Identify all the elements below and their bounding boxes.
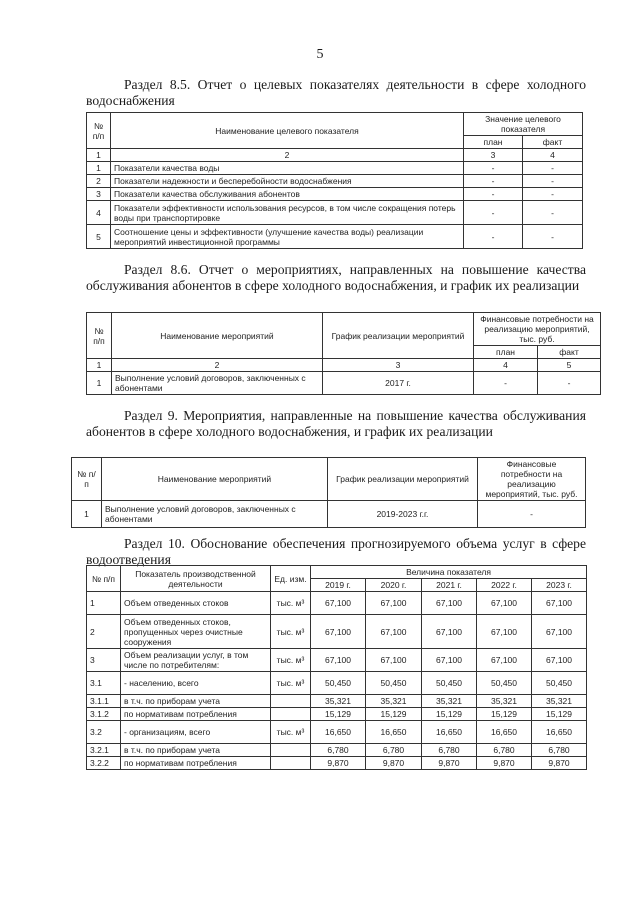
row-value: 15,129 <box>532 708 587 721</box>
row-num: 3.1.1 <box>87 695 121 708</box>
table-row <box>87 162 583 175</box>
section-8-5-heading: Раздел 8.5. Отчет о целевых показателях деятельности в сфере холодного водоснабжения <box>86 77 586 108</box>
row-name: по нормативам потребления <box>121 708 271 721</box>
row-value: 16,650 <box>366 721 422 744</box>
table-10 <box>86 565 587 770</box>
row-value: 15,129 <box>422 708 477 721</box>
t86-header-plan: план <box>474 346 538 359</box>
row-value: 67,100 <box>532 592 587 615</box>
t85-index-cell: 4 <box>523 149 583 162</box>
table-row <box>87 744 587 757</box>
section-8-6-heading: Раздел 8.6. Отчет о мероприятиях, направленных на повышение качества обслуживания абонентов в сфере холодного водоснабжения, и график их реализации <box>86 262 586 293</box>
row-value: 35,321 <box>477 695 532 708</box>
row-value: 67,100 <box>366 592 422 615</box>
row-value: 50,450 <box>477 672 532 695</box>
row-fact: - <box>523 188 583 201</box>
row-plan: - <box>474 372 538 395</box>
row-unit <box>271 744 311 757</box>
table-row <box>87 615 587 649</box>
t85-header-plan: план <box>464 136 523 149</box>
table-row <box>87 201 583 225</box>
table-row <box>72 501 586 528</box>
t10-header-unit: Ед. изм. <box>271 566 311 592</box>
t85-header-name: Наименование целевого показателя <box>111 113 464 149</box>
row-name: по нормативам потребления <box>121 757 271 770</box>
row-unit: тыс. м³ <box>271 649 311 672</box>
row-num: 3.1 <box>87 672 121 695</box>
row-unit: тыс. м³ <box>271 592 311 615</box>
row-name: Объем отведенных стоков <box>121 592 271 615</box>
table-row <box>87 592 587 615</box>
row-name: - организациям, всего <box>121 721 271 744</box>
row-schedule: 2019-2023 г.г. <box>328 501 478 528</box>
t10-year: 2023 г. <box>532 579 587 592</box>
row-value: 67,100 <box>366 615 422 649</box>
row-name: Показатели эффективности использования ресурсов, в том числе сокращения потерь воды при транспортировке <box>111 201 464 225</box>
row-name: в т.ч. по приборам учета <box>121 695 271 708</box>
row-plan: - <box>464 225 523 249</box>
row-value: 50,450 <box>422 672 477 695</box>
row-name: в т.ч. по приборам учета <box>121 744 271 757</box>
row-value: 6,780 <box>311 744 366 757</box>
row-plan: - <box>464 201 523 225</box>
table-9 <box>71 457 586 528</box>
row-unit: тыс. м³ <box>271 672 311 695</box>
t85-header-num: № п/п <box>87 113 111 149</box>
row-num: 3 <box>87 649 121 672</box>
table-row <box>87 757 587 770</box>
row-num: 4 <box>87 201 111 225</box>
row-fact: - <box>538 372 601 395</box>
page-number: 5 <box>316 47 324 62</box>
row-value: 50,450 <box>311 672 366 695</box>
table-row <box>87 708 587 721</box>
t85-header-fact: факт <box>523 136 583 149</box>
row-num: 3 <box>87 188 111 201</box>
t86-header-finance: Финансовые потребности на реализацию мероприятий, тыс. руб. <box>474 313 601 346</box>
section-10-heading: Раздел 10. Обоснование обеспечения прогнозируемого объема услуг в сфере водоотведения <box>86 536 586 567</box>
section-9-heading: Раздел 9. Мероприятия, направленные на повышение качества обслуживания абонентов в сфере холодного водоснабжения, и график их реализации <box>86 408 586 439</box>
row-value: 9,870 <box>422 757 477 770</box>
row-value: 67,100 <box>311 649 366 672</box>
t9-header-finance: Финансовые потребности на реализацию мероприятий, тыс. руб. <box>478 458 586 501</box>
row-value: 15,129 <box>311 708 366 721</box>
row-num: 2 <box>87 615 121 649</box>
row-value: 9,870 <box>366 757 422 770</box>
row-value: 15,129 <box>477 708 532 721</box>
row-value: 67,100 <box>366 649 422 672</box>
t86-index-cell: 3 <box>323 359 474 372</box>
row-name: Показатели надежности и бесперебойности водоснабжения <box>111 175 464 188</box>
row-name: Соотношение цены и эффективности (улучшение качества воды) реализации мероприятий инвестиционной программы <box>111 225 464 249</box>
t86-index-cell: 2 <box>112 359 323 372</box>
row-value: 16,650 <box>532 721 587 744</box>
row-value: 50,450 <box>366 672 422 695</box>
row-num: 1 <box>87 372 112 395</box>
table-8-6 <box>86 312 601 395</box>
t86-header-num: № п/п <box>87 313 112 359</box>
row-unit: тыс. м³ <box>271 721 311 744</box>
row-value: 67,100 <box>422 649 477 672</box>
t86-index-cell: 4 <box>474 359 538 372</box>
t10-year: 2019 г. <box>311 579 366 592</box>
row-plan: - <box>464 162 523 175</box>
t10-year: 2022 г. <box>477 579 532 592</box>
t9-header-schedule: График реализации мероприятий <box>328 458 478 501</box>
row-name: Показатели качества обслуживания абонентов <box>111 188 464 201</box>
row-value: 35,321 <box>422 695 477 708</box>
row-value: 67,100 <box>477 592 532 615</box>
row-value: 35,321 <box>532 695 587 708</box>
table-row <box>87 225 583 249</box>
row-fact: - <box>523 175 583 188</box>
table-row <box>87 649 587 672</box>
t86-header-schedule: График реализации мероприятий <box>323 313 474 359</box>
row-name: Объем реализации услуг, в том числе по потребителям: <box>121 649 271 672</box>
row-fact: - <box>523 162 583 175</box>
row-name: Объем отведенных стоков, пропущенных через очистные сооружения <box>121 615 271 649</box>
table-row <box>87 695 587 708</box>
row-num: 3.2 <box>87 721 121 744</box>
t86-header-fact: факт <box>538 346 601 359</box>
row-value: 15,129 <box>366 708 422 721</box>
row-value: 16,650 <box>422 721 477 744</box>
row-value: 35,321 <box>311 695 366 708</box>
row-value: 67,100 <box>532 649 587 672</box>
t9-header-name: Наименование мероприятий <box>102 458 328 501</box>
t10-header-num: № п/п <box>87 566 121 592</box>
row-unit <box>271 695 311 708</box>
row-value: 9,870 <box>532 757 587 770</box>
row-num: 2 <box>87 175 111 188</box>
table-row <box>87 672 587 695</box>
row-value: 67,100 <box>311 615 366 649</box>
row-value: 9,870 <box>311 757 366 770</box>
row-value: 6,780 <box>532 744 587 757</box>
row-value: 6,780 <box>477 744 532 757</box>
row-unit <box>271 757 311 770</box>
table-row <box>87 721 587 744</box>
row-schedule: 2017 г. <box>323 372 474 395</box>
t86-index-cell: 5 <box>538 359 601 372</box>
row-value: 50,450 <box>532 672 587 695</box>
row-num: 1 <box>87 592 121 615</box>
row-value: 67,100 <box>477 615 532 649</box>
t10-year: 2020 г. <box>366 579 422 592</box>
row-num: 3.2.2 <box>87 757 121 770</box>
row-unit <box>271 708 311 721</box>
row-value: 9,870 <box>477 757 532 770</box>
row-num: 5 <box>87 225 111 249</box>
row-finance: - <box>478 501 586 528</box>
row-name: - населению, всего <box>121 672 271 695</box>
row-value: 67,100 <box>532 615 587 649</box>
row-num: 3.2.1 <box>87 744 121 757</box>
t9-header-num: № п/п <box>72 458 102 501</box>
t10-header-value: Величина показателя <box>311 566 587 579</box>
row-value: 67,100 <box>477 649 532 672</box>
table-8-5 <box>86 112 583 249</box>
row-value: 67,100 <box>311 592 366 615</box>
row-value: 67,100 <box>422 615 477 649</box>
t86-header-name: Наименование мероприятий <box>112 313 323 359</box>
row-fact: - <box>523 225 583 249</box>
row-value: 16,650 <box>477 721 532 744</box>
t85-index-cell: 3 <box>464 149 523 162</box>
row-fact: - <box>523 201 583 225</box>
row-plan: - <box>464 188 523 201</box>
t85-index-cell: 2 <box>111 149 464 162</box>
table-row <box>87 188 583 201</box>
t86-index-cell: 1 <box>87 359 112 372</box>
row-name: Показатели качества воды <box>111 162 464 175</box>
row-num: 1 <box>87 162 111 175</box>
row-value: 6,780 <box>422 744 477 757</box>
row-value: 35,321 <box>366 695 422 708</box>
row-value: 16,650 <box>311 721 366 744</box>
t10-header-name: Показатель производственной деятельности <box>121 566 271 592</box>
row-num: 1 <box>72 501 102 528</box>
row-value: 67,100 <box>422 592 477 615</box>
t85-header-value: Значение целевого показателя <box>464 113 583 136</box>
t85-index-cell: 1 <box>87 149 111 162</box>
t10-year: 2021 г. <box>422 579 477 592</box>
row-name: Выполнение условий договоров, заключенных с абонентами <box>102 501 328 528</box>
row-value: 6,780 <box>366 744 422 757</box>
table-row <box>87 175 583 188</box>
row-plan: - <box>464 175 523 188</box>
row-name: Выполнение условий договоров, заключенных с абонентами <box>112 372 323 395</box>
table-row <box>87 372 601 395</box>
row-num: 3.1.2 <box>87 708 121 721</box>
row-unit: тыс. м³ <box>271 615 311 649</box>
